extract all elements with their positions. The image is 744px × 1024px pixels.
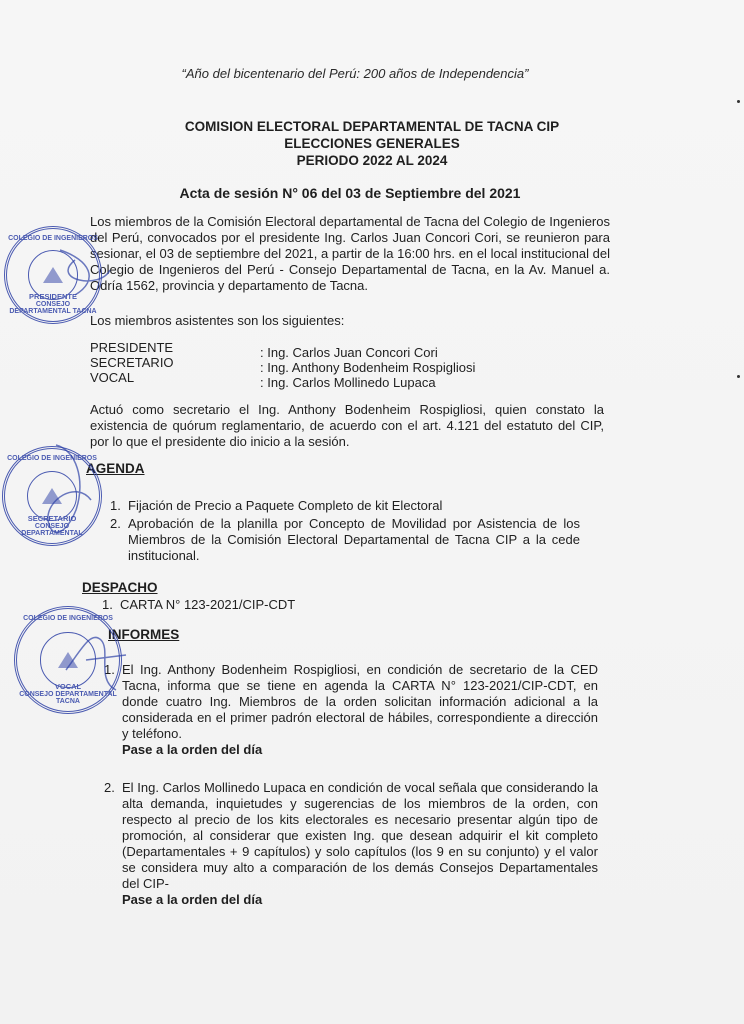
document-header	[0, 118, 744, 169]
acta-title: Acta de sesión N° 06 del 03 de Septiembre del 2021	[179, 185, 521, 201]
secretario-stamp: COLEGIO DE INGENIEROS SECRETARIO CONSEJO DEPARTAMENTAL	[2, 446, 102, 546]
informes-list	[104, 662, 598, 908]
motto-line: “Año del bicentenario del Perú: 200 años de Independencia”	[181, 66, 529, 81]
vocal-signature	[56, 620, 136, 700]
header-line-3: PERIODO 2022 AL 2024	[296, 153, 448, 168]
presidente-signature	[40, 240, 120, 310]
list-item: 1. Fijación de Precio a Paquete Completo de kit Electoral	[110, 498, 443, 513]
despacho-list	[102, 597, 502, 613]
scan-dot	[737, 100, 740, 103]
intro-paragraph: Los miembros de la Comisión Electoral departamental de Tacna del Colegio de Ingenieros del Perú, convocados por el presidente Ing. Carlos Juan Concori Cori, se reunieron para sesionar, el 03 de septiembre del 2021, a partir de la 16:00 hrs. en el local institucional del Colegio de Ingenieros del Perú - Consejo Departamental de Tacna, en la Av. Manuel a. Odría 1562, provincia y departamento de Tacna.	[90, 214, 610, 293]
agenda-list	[110, 498, 580, 564]
name-presidente: : Ing. Carlos Juan Concori Cori	[260, 345, 438, 360]
list-item: 2. Aprobación de la planilla por Concepto de Movilidad por Asistencia de los Miembros de la Comisión Electoral Departamental de Tacna CIP a la cede institucional.	[110, 516, 580, 563]
despacho-heading: DESPACHO	[82, 580, 158, 595]
agenda-heading: AGENDA	[86, 461, 145, 476]
presidente-stamp: COLEGIO DE INGENIEROS PRESIDENTE CONSEJO DEPARTAMENTAL TACNA	[4, 226, 102, 324]
scan-dot	[737, 375, 740, 378]
pase-orden-note: Pase a la orden del día	[122, 892, 263, 907]
name-vocal: : Ing. Carlos Mollinedo Lupaca	[260, 375, 436, 390]
members-intro: Los miembros asistentes son los siguientes:	[90, 313, 345, 328]
role-presidente: PRESIDENTE	[90, 340, 174, 355]
role-secretario: SECRETARIO	[90, 355, 174, 370]
quorum-paragraph: Actuó como secretario el Ing. Anthony Bodenheim Rospigliosi, quien constato la existencia de quórum reglamentario, de acuerdo con el art. 4.121 del estatuto del CIP, por lo que el presidente dio inicio a la sesión.	[90, 402, 604, 449]
name-secretario: : Ing. Anthony Bodenheim Rospigliosi	[260, 360, 476, 375]
header-line-2: ELECCIONES GENERALES	[284, 136, 460, 151]
member-names	[260, 345, 475, 390]
pase-orden-note: Pase a la orden del día	[122, 742, 263, 757]
vocal-stamp: COLEGIO DE INGENIEROS VOCAL CONSEJO DEPARTAMENTAL TACNA	[14, 606, 122, 714]
list-item: 1. CARTA N° 123-2021/CIP-CDT	[102, 597, 296, 612]
role-vocal: VOCAL	[90, 370, 135, 385]
list-item: 1. El Ing. Anthony Bodenheim Rospigliosi, en condición de secretario de la CED Tacna, informa que se tiene en agenda la CARTA N° 123-2021/CIP-CDT, en donde cuatro Ing. Miembros de la orden solicitan información adicional a la considerada en el primer padrón electoral de hábiles, correspondiente a dirección y teléfono. Pase a la orden del día	[104, 662, 598, 757]
secretario-signature	[36, 440, 106, 550]
member-roles	[90, 340, 174, 385]
list-item: 2. El Ing. Carlos Mollinedo Lupaca en condición de vocal señala que considerando la alta demanda, inquietudes y sugerencias de los miembros de la orden, con respecto al precio de los kits electorales es necesario presentar algún tipo de promoción, al considerar que existen Ing. que desean adquirir el kit completo (Departamentales + 9 capítulos) y solo capítulos (los 9 en su conjunto) y el valor se considera muy alto a comparación de los demás Consejos Departamentales del CIP- Pase a la orden del día	[104, 780, 598, 907]
informes-heading: INFORMES	[108, 627, 180, 642]
header-line-1: COMISION ELECTORAL DEPARTAMENTAL DE TACNA CIP	[184, 119, 560, 134]
